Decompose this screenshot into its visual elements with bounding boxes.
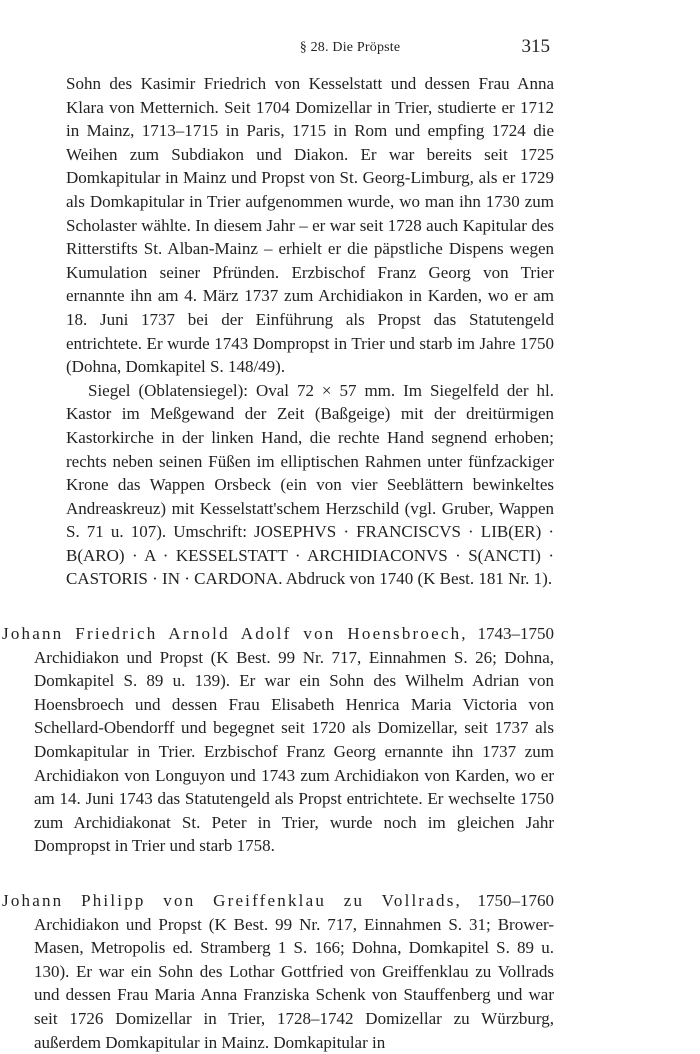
entry-paragraph	[2, 889, 555, 1054]
entry-text: Archidiakon und Propst (K Best. 99 Nr. 717, Einnahmen S. 26; Dohna, Domkapitel S. 89 u. 139). Er war ein Sohn des Wilhelm Adrian von Hoensbroech und dessen Frau Elisabeth Henrica Maria Victoria von Schellard-Obendorff und begegnet seit 1720 als Domizellar, seit 1737 als Domkapitular in Trier. Erzbischof Franz Georg ernannte ihn 1737 zum Archidiakon von Longuyon und 1743 zum Archidiakon von Karden, wo er am 14. Juni 1743 das Statutengeld als Propst entrichtete. Er wechselte 1750 zum Archidiakonat St. Peter in Trier, wurde noch im gleichen Jahr Dompropst in Trier und starb 1758.	[34, 647, 554, 856]
entry-years: 1750–1760	[462, 891, 555, 910]
seal-description-paragraph: Siegel (Oblatensiegel): Oval 72 × 57 mm. Im Siegelfeld der hl. Kastor im Meßgewand der Zeit (Baßgeige) mit der dreitürmigen Kastorkirche in der linken Hand, die rechte Hand segnend erhoben; rechts neben seinen Füßen im elliptischen Rahmen unter fünfzackiger Krone das Wappen Orsbeck (ein von vier Seeblättern bewinkeltes Andreaskreuz) mit Kesselstatt'schem Herzschild (vgl. Gruber, Wappen S. 71 u. 107). Umschrift: JOSEPHVS · FRANCISCVS · LIB(ER) · B(ARO) · A · KESSELSTATT · ARCHIDIACONVS · S(ANCTI) · CASTORIS · IN · CARDONA. Abdruck von 1740 (K Best. 181 Nr. 1).	[66, 380, 554, 589]
entry-paragraph	[2, 622, 555, 858]
provost-entry	[2, 889, 555, 1054]
entry-name: Johann Friedrich Arnold Adolf von Hoensbroech,	[2, 624, 468, 644]
entry-text: Archidiakon und Propst (K Best. 99 Nr. 717, Einnahmen S. 31; Brower-Masen, Metropolis ed. Stramberg 1 S. 166; Dohna, Domkapitel S. 89 u. 130). Er war ein Sohn des Lothar Gottfried von Greiffenklau zu Vollrads und dessen Frau Maria Anna Franziska Schenk von Stauffenberg und war seit 1726 Domizellar in Trier, 1728–1742 Domizellar zu Würzburg, außerdem Domkapitular in Mainz. Domkapitular in	[34, 914, 554, 1052]
entry-years: 1743–1750	[467, 624, 555, 644]
continuation-paragraph: Sohn des Kasimir Friedrich von Kesselstatt und dessen Frau Anna Klara von Metternich. Seit 1704 Domizellar in Trier, studierte er 1712 in Mainz, 1713–1715 in Paris, 1715 in Rom und empfing 1724 die Weihen zum Subdiakon und Diakon. Er war bereits seit 1725 Domkapitular in Mainz und Propst von St. Georg-Limburg, als er 1729 als Domkapitular in Trier aufgenommen wurde, wo man ihn 1730 zum Scholaster wählte. In diesem Jahr – er war seit 1728 auch Kapitular des Ritterstifts St. Alban-Mainz – erhielt er die päpstliche Dispens wegen Kumulation seiner Pfründen. Erzbischof Franz Georg von Trier ernannte ihn am 4. März 1737 zum Archidiakon in Karden, wo er am 18. Juni 1737 bei der Einführung als Propst das Statutengeld entrichtete. Er wurde 1743 Dompropst in Trier und starb im Jahre 1750 (Dohna, Domkapitel S. 148/49).	[66, 74, 554, 377]
provost-entry	[2, 622, 555, 858]
entry-name: Johann Philipp von Greiffenklau zu Vollrads,	[2, 891, 462, 910]
page-body	[2, 72, 555, 1054]
running-title: § 28. Die Pröpste	[299, 40, 401, 55]
page-number: 315	[521, 36, 550, 57]
